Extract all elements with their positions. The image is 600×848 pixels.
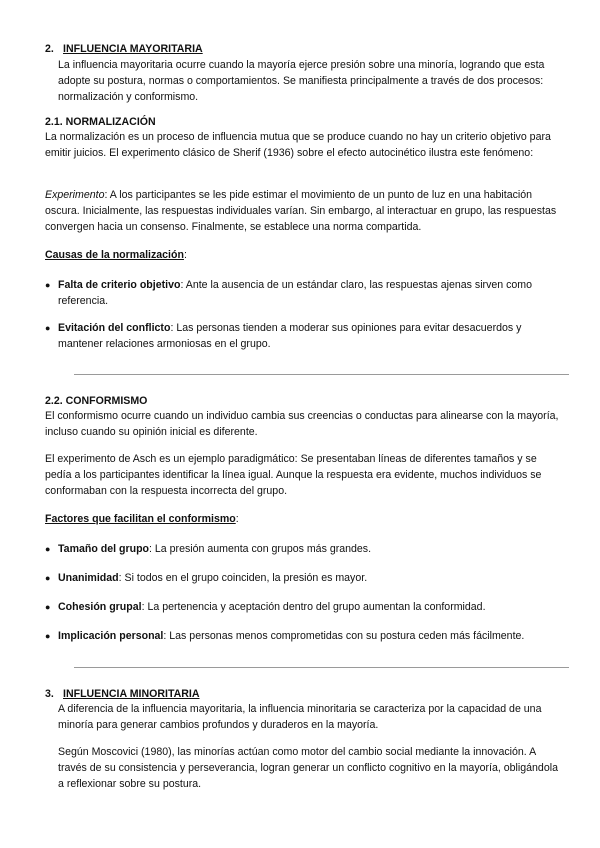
- bullet-icon: ●: [45, 323, 51, 333]
- bullet-icon: ●: [45, 573, 51, 583]
- section-2-heading: [45, 41, 560, 57]
- factors-heading: [45, 511, 560, 527]
- section-2-1-body: La normalización es un proceso de influencia mutua que se produce cuando no hay un criterio objetivo para emitir juicios. El experimento clásico de Sherif (1936) sobre el efecto autocinético ilustra este fenómeno:: [45, 131, 551, 159]
- list-item-term: Evitación del conflicto: [58, 322, 171, 334]
- section-2-number: 2.: [45, 43, 54, 55]
- causes-heading-text: Causas de la normalización: [45, 249, 184, 261]
- causes-heading: [45, 247, 560, 263]
- section-2-body: La influencia mayoritaria ocurre cuando la mayoría ejerce presión sobre una minoría, logrando que esta adopte su postura, normas o comportamientos. Se manifiesta principalmente a través de dos procesos: normalización y conformismo.: [58, 59, 545, 103]
- list-item-text: : La presión aumenta con grupos más grandes.: [149, 543, 372, 555]
- list-item-term: Unanimidad: [58, 572, 119, 584]
- section-2-2-body-2: El experimento de Asch es un ejemplo paradigmático: Se presentaban líneas de diferentes tamaños y se pedía a los participantes identificar la línea igual. Aunque la respuesta era evidente, muchos individuos se conformaban con la respuesta incorrecta del grupo.: [45, 453, 542, 497]
- list-item-text: : Si todos en el grupo coinciden, la presión es mayor.: [118, 572, 368, 584]
- list-item-text: : Las personas menos comprometidas con su postura ceden más fácilmente.: [163, 630, 525, 642]
- bullet-icon: ●: [45, 602, 51, 612]
- section-3-number: 3.: [45, 688, 54, 700]
- factors-heading-colon: :: [235, 513, 239, 525]
- divider: [74, 374, 569, 375]
- list-item-term: Cohesión grupal: [58, 601, 142, 613]
- section-2-2-body: El conformismo ocurre cuando un individuo cambia sus creencias o conductas para alinearse con la mayoría, incluso cuando su opinión inicial es diferente.: [45, 410, 559, 438]
- section-2-2-title: 2.2. CONFORMISMO: [45, 395, 148, 407]
- section-3-heading: [45, 686, 560, 702]
- experiment-paragraph: [45, 187, 560, 235]
- list-item-text: : Las personas tienden a moderar sus opiniones para evitar desacuerdos y mantener relaciones armoniosas en el grupo.: [58, 322, 522, 350]
- list-item-term: Tamaño del grupo: [58, 543, 150, 555]
- divider: [74, 667, 569, 668]
- list-item-text: : La pertenencia y aceptación dentro del grupo aumentan la conformidad.: [141, 601, 486, 613]
- section-3-body-2: Según Moscovici (1980), las minorías actúan como motor del cambio social mediante la innovación. A través de su consistencia y perseverancia, logran generar un conflicto cognitivo en la mayoría, obligándola a reflexionar sobre su postura.: [58, 746, 558, 790]
- experiment-label: Experimento: [45, 189, 105, 201]
- section-2-title: INFLUENCIA MAYORITARIA: [63, 43, 203, 55]
- section-3-body: A diferencia de la influencia mayoritaria, la influencia minoritaria se caracteriza por la capacidad de una minoría para generar cambios profundos y duraderos en la mayoría.: [58, 703, 542, 731]
- experiment-text: : A los participantes se les pide estimar el movimiento de un punto de luz en una habitación oscura. Inicialmente, las respuestas individuales varían. Sin embargo, al interactuar en grupo, las respuestas convergen hacia un consenso. Finalmente, se establece una norma compartida.: [45, 189, 557, 233]
- bullet-icon: ●: [45, 544, 51, 554]
- section-2-1-title: 2.1. NORMALIZACIÓN: [45, 116, 156, 128]
- section-3-title: INFLUENCIA MINORITARIA: [63, 688, 200, 700]
- list-item-term: Falta de criterio objetivo: [58, 279, 181, 291]
- bullet-icon: ●: [45, 631, 51, 641]
- factors-heading-text: Factores que facilitan el conformismo: [45, 513, 236, 525]
- list-item-text: : Ante la ausencia de un estándar claro, las respuestas ajenas sirven como referencia.: [58, 279, 533, 307]
- list-item-term: Implicación personal: [58, 630, 164, 642]
- bullet-icon: ●: [45, 280, 51, 290]
- causes-heading-colon: :: [183, 249, 187, 261]
